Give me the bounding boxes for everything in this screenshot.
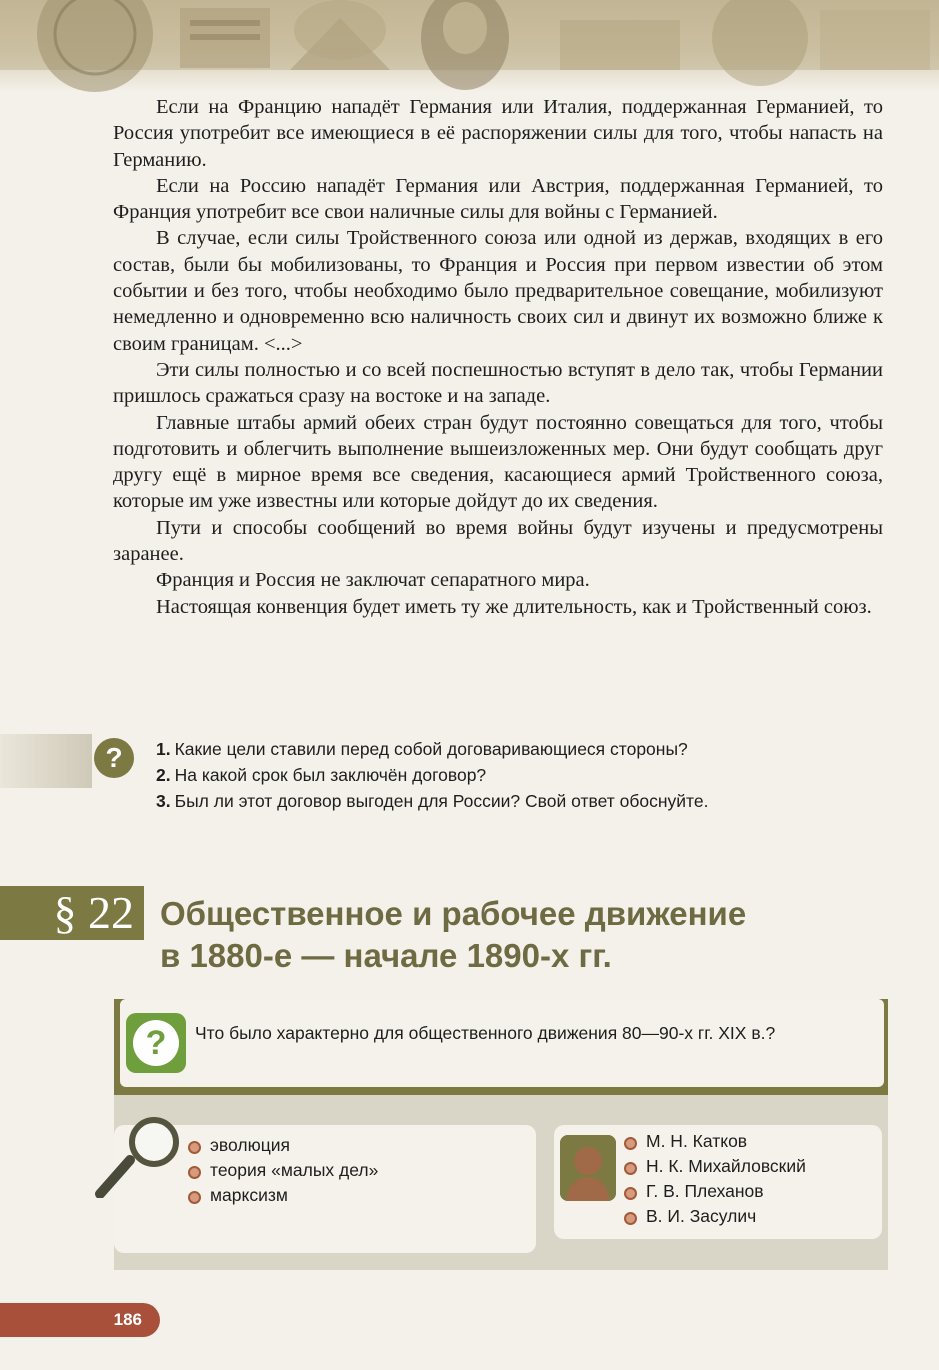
question-text: На какой срок был заключён договор? xyxy=(174,765,487,785)
questions-block xyxy=(0,730,939,825)
person-item: Н. К. Михайловский xyxy=(622,1154,806,1179)
question-text: Какие цели ставили перед собой договаривающиеся стороны? xyxy=(174,739,688,759)
body-paragraph: Главные штабы армий обеих стран будут постоянно совещаться для того, чтобы подготовить и облегчить выполнение вышеизложенных мер. Они будут сообщать друг другу ещё в мирное время все сведения, касающиеся армий Тройственного союза, которые им уже известны или которые дойдут до их сведения. xyxy=(113,411,883,513)
question-glyph: ? xyxy=(133,1020,179,1066)
person-item: М. Н. Катков xyxy=(622,1129,806,1154)
body-paragraph: Если на Россию нападёт Германия или Австрия, поддержанная Германией, то Франция употребит все свои наличные силы для войны с Германией. xyxy=(113,174,883,224)
persons-box xyxy=(554,1125,882,1239)
paragraph-number-badge: § 22 xyxy=(0,886,144,940)
intro-panel xyxy=(114,999,888,1270)
body-text xyxy=(113,94,883,620)
question-mark-icon xyxy=(126,1013,186,1073)
questions-list xyxy=(156,736,708,814)
intro-question-box xyxy=(120,999,884,1087)
body-paragraph: В случае, если силы Тройственного союза или одной из держав, входящих в его состав, были бы мобилизованы, то Франция и Россия при первом известии об этом событии и без того, чтобы необходимо было предварительное совещание, мобилизуют немедленно и одновременно всю наличность своих сил и двинут их возможно ближе к своим границам. <...> xyxy=(113,227,883,355)
concepts-list xyxy=(186,1133,378,1208)
person-silhouette-icon xyxy=(560,1135,616,1201)
body-paragraph: Если на Францию нападёт Германия или Италия, поддержанная Германией, то Россия употребит все имеющиеся в её распоряжении силы для того, чтобы напасть на Германию. xyxy=(113,96,883,171)
question-mark-icon: ? xyxy=(94,738,134,778)
question-text: Был ли этот договор выгоден для России? Свой ответ обоснуйте. xyxy=(174,791,709,811)
paragraph-title xyxy=(160,893,746,977)
intro-question-text: Что было характерно для общественного движения 80—90-х гг. XIX в.? xyxy=(195,1023,776,1043)
intro-question-header xyxy=(114,999,888,1095)
person-item: Г. В. Плеханов xyxy=(622,1179,806,1204)
question-number: 1. xyxy=(156,739,171,759)
paragraph-title-line: в 1880-е — начале 1890-х гг. xyxy=(160,937,612,974)
concept-item: теория «малых дел» xyxy=(186,1158,378,1183)
paragraph-title-line: Общественное и рабочее движение xyxy=(160,895,747,932)
question-item xyxy=(156,762,708,788)
persons-list xyxy=(622,1129,806,1229)
question-item xyxy=(156,788,708,814)
question-number: 3. xyxy=(156,791,171,811)
questions-tab xyxy=(0,734,92,788)
body-paragraph: Франция и Россия не заключат сепаратного мира. xyxy=(156,569,590,592)
concept-item: марксизм xyxy=(186,1183,378,1208)
magnifier-icon xyxy=(94,1116,194,1198)
person-item: В. И. Засулич xyxy=(622,1204,806,1229)
question-item xyxy=(156,736,708,762)
page-number: 186 xyxy=(0,1303,160,1337)
header-banner xyxy=(0,0,939,92)
body-paragraph: Настоящая конвенция будет иметь ту же длительность, как и Тройственный союз. xyxy=(156,595,872,618)
question-number: 2. xyxy=(156,765,171,785)
banner-illustration xyxy=(0,0,939,92)
medal-icon xyxy=(37,0,153,92)
body-paragraph: Пути и способы сообщений во время войны будут изучены и предусмотрены заранее. xyxy=(113,516,883,566)
body-paragraph: Эти силы полностью и со всей поспешностью вступят в дело так, чтобы Германии пришлось сражаться сразу на востоке и на западе. xyxy=(113,358,883,408)
concept-item: эволюция xyxy=(186,1133,378,1158)
